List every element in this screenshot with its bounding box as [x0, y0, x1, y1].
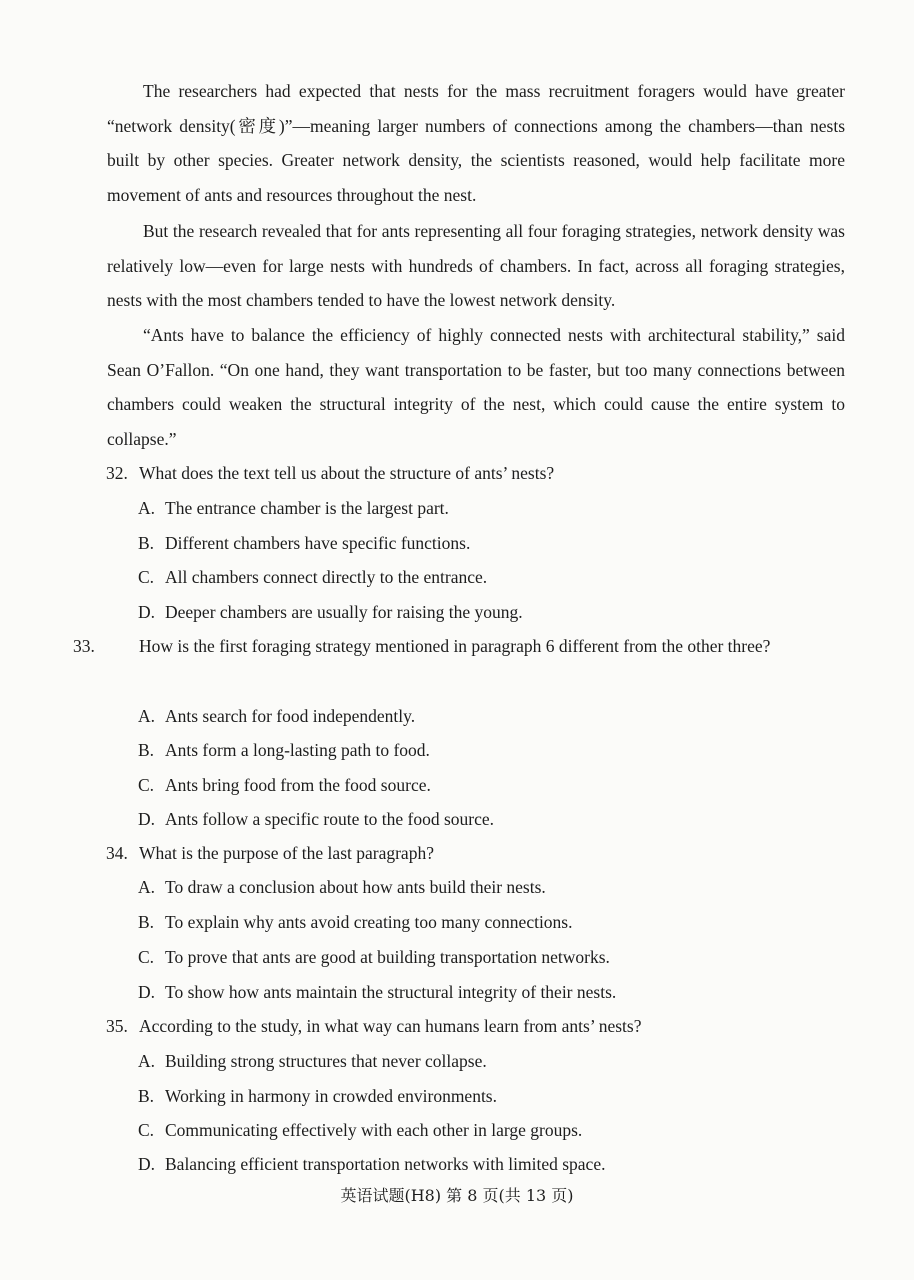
question-32-option-c[interactable]: [138, 560, 487, 595]
option-letter: B.: [138, 912, 155, 932]
option-text: Ants bring food from the food source.: [165, 775, 431, 795]
question-35-option-b[interactable]: [138, 1079, 497, 1114]
question-35-option-a[interactable]: [138, 1044, 487, 1079]
question-33-option-b[interactable]: [138, 733, 430, 768]
option-letter: B.: [138, 1086, 155, 1106]
question-number: 33.: [73, 636, 95, 656]
question-34-option-d[interactable]: [138, 975, 616, 1010]
option-letter: C.: [138, 775, 155, 795]
option-letter: A.: [138, 498, 156, 518]
option-letter: C.: [138, 947, 155, 967]
option-text: Deeper chambers are usually for raising the young.: [165, 602, 523, 622]
question-33: [73, 629, 884, 664]
question-33-option-a[interactable]: [138, 699, 415, 734]
question-text: What is the purpose of the last paragraph?: [139, 843, 434, 863]
option-text: To draw a conclusion about how ants build their nests.: [165, 877, 546, 897]
page-footer: 英语试题(H8) 第 8 页(共 13 页): [340, 1186, 574, 1205]
passage-paragraph-2: But the research revealed that for ants representing all four foraging strategies, network density was relatively low—even for large nests with hundreds of chambers. In fact, across all foraging strategies, nests with the most chambers tended to have the lowest network density.: [107, 221, 845, 311]
question-33-option-d[interactable]: [138, 802, 494, 837]
question-32-option-a[interactable]: [138, 491, 449, 526]
question-34: [106, 836, 851, 871]
option-text: Ants follow a specific route to the food source.: [165, 809, 495, 829]
question-32: [106, 456, 851, 491]
option-letter: C.: [138, 1120, 155, 1140]
option-letter: A.: [138, 706, 156, 726]
option-text: To prove that ants are good at building transportation networks.: [165, 947, 610, 967]
question-35-option-d[interactable]: [138, 1147, 605, 1182]
option-text: The entrance chamber is the largest part.: [165, 498, 449, 518]
question-34-option-b[interactable]: [138, 905, 573, 940]
option-letter: A.: [138, 877, 156, 897]
option-letter: D.: [138, 982, 156, 1002]
option-letter: A.: [138, 1051, 156, 1071]
option-letter: D.: [138, 809, 156, 829]
question-number: 35.: [106, 1016, 128, 1036]
question-number: 34.: [106, 843, 128, 863]
option-text: To show how ants maintain the structural integrity of their nests.: [165, 982, 617, 1002]
option-letter: D.: [138, 602, 156, 622]
question-32-option-b[interactable]: [138, 526, 470, 561]
option-text: All chambers connect directly to the entrance.: [165, 567, 488, 587]
passage-paragraph-1: The researchers had expected that nests for the mass recruitment foragers would have greater “network density(密度)”—meaning larger numbers of connections among the chambers—than nests built by other species. Greater network density, the scientists reasoned, would help facilitate more movement of ants and resources throughout the nest.: [107, 81, 845, 206]
option-text: Working in harmony in crowded environments.: [165, 1086, 497, 1106]
passage-paragraph-3: “Ants have to balance the efficiency of highly connected nests with architectural stability,” said Sean O’Fallon. “On one hand, they want transportation to be faster, but too many connections between chambers could weaken the structural integrity of the nest, which could cause the entire system to collapse.”: [107, 325, 845, 450]
question-35: [106, 1009, 851, 1044]
question-number: 32.: [106, 463, 128, 483]
question-text: How is the first foraging strategy mentioned in paragraph 6 different from the other three?: [139, 636, 771, 656]
option-text: Ants form a long-lasting path to food.: [165, 740, 430, 760]
option-text: To explain why ants avoid creating too many connections.: [165, 912, 573, 932]
question-32-option-d[interactable]: [138, 595, 523, 630]
question-35-option-c[interactable]: [138, 1113, 582, 1148]
question-34-option-c[interactable]: [138, 940, 610, 975]
option-letter: B.: [138, 740, 155, 760]
question-text: What does the text tell us about the structure of ants’ nests?: [139, 463, 555, 483]
question-text: According to the study, in what way can humans learn from ants’ nests?: [139, 1016, 642, 1036]
question-33-option-c[interactable]: [138, 768, 431, 803]
option-text: Building strong structures that never collapse.: [165, 1051, 487, 1071]
question-34-option-a[interactable]: [138, 870, 546, 905]
option-text: Balancing efficient transportation networks with limited space.: [165, 1154, 606, 1174]
option-letter: D.: [138, 1154, 156, 1174]
option-text: Ants search for food independently.: [165, 706, 416, 726]
option-text: Different chambers have specific functions.: [165, 533, 471, 553]
option-letter: B.: [138, 533, 155, 553]
option-letter: C.: [138, 567, 155, 587]
option-text: Communicating effectively with each other in large groups.: [165, 1120, 583, 1140]
